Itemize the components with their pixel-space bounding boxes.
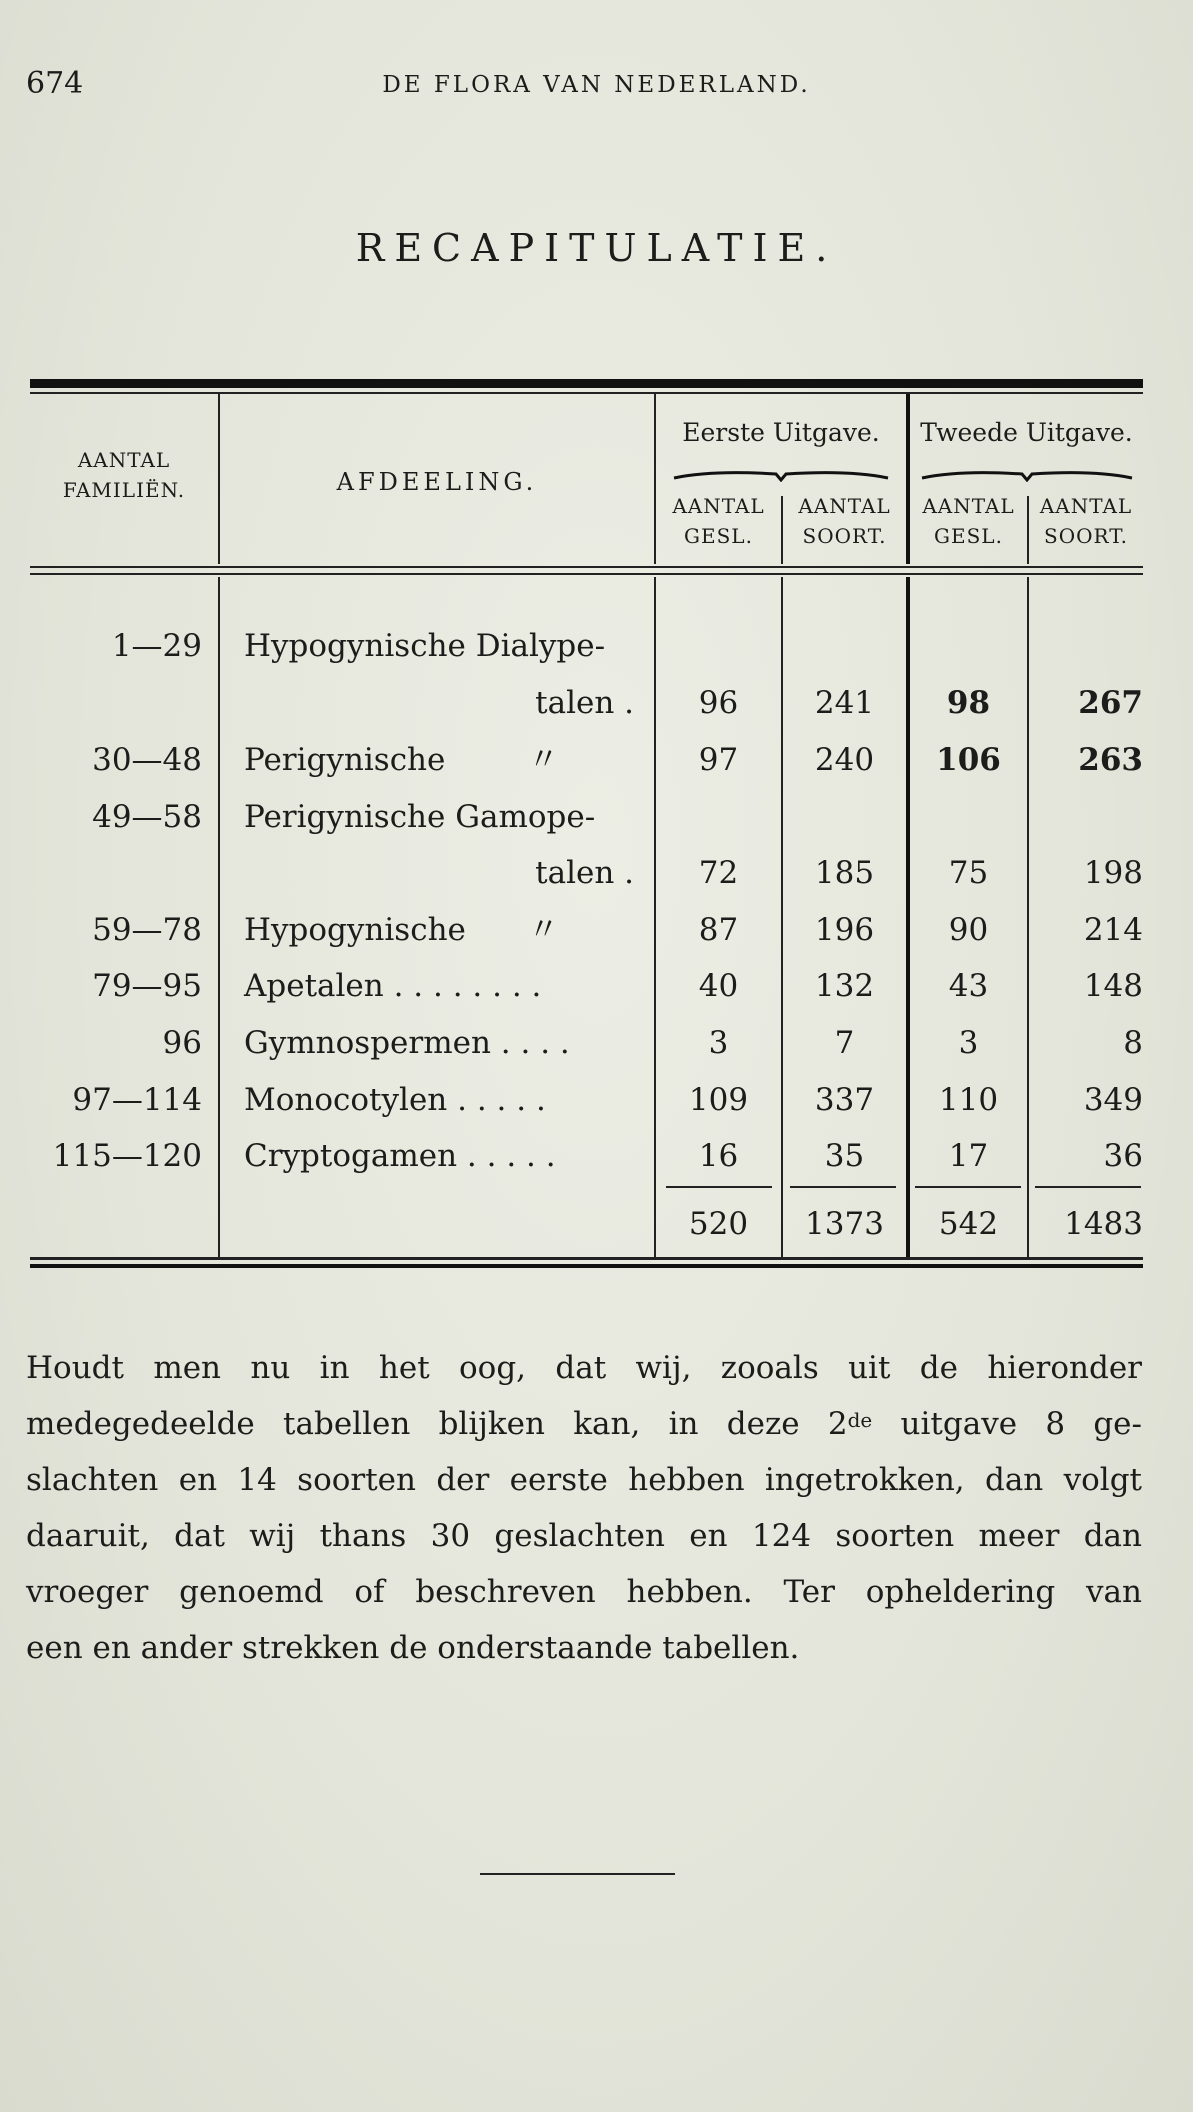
- header-tweede-uitgave: Tweede Uitgave.: [920, 418, 1133, 447]
- row-afdeeling: Gymnospermen . . . .: [244, 1025, 570, 1061]
- paragraph-line: slachten en 14 soorten der eerste hebben ingetrokken, dan volgt: [26, 1462, 1142, 1498]
- header-tweede-gesl-line1: AANTAL: [922, 494, 1015, 518]
- brace-tweede: [920, 468, 1134, 482]
- sum-rule: [1035, 1186, 1141, 1188]
- header-tweede-gesl-line2: GESL.: [934, 524, 1003, 548]
- column-divider: [218, 577, 220, 1257]
- row-eerste-gesl: 96: [698, 685, 739, 721]
- row-familien: 59—78: [92, 912, 202, 948]
- body-paragraph: [26, 1340, 1142, 1676]
- row-tweede-soort: 214: [1083, 912, 1143, 948]
- header-afdeeling: AFDEELING.: [336, 468, 538, 496]
- header-eerste-uitgave: Eerste Uitgave.: [682, 418, 880, 447]
- row-tweede-soort: 349: [1083, 1082, 1143, 1118]
- paragraph-line-part: uitgave 8 ge-: [872, 1406, 1142, 1442]
- row-tweede-gesl: 43: [948, 968, 989, 1004]
- row-eerste-soort: 196: [814, 912, 875, 948]
- running-header: [26, 66, 1167, 106]
- header-separator-second: [30, 573, 1143, 575]
- row-familien: 30—48: [92, 742, 202, 778]
- row-eerste-soort: 132: [814, 968, 875, 1004]
- row-eerste-gesl: 40: [698, 968, 739, 1004]
- section-title: RECAPITULATIE.: [355, 226, 838, 270]
- total-eerste-soort: 1373: [805, 1206, 884, 1242]
- table-bottom-rule-second: [30, 1264, 1143, 1268]
- row-tweede-gesl: 17: [948, 1138, 989, 1174]
- row-familien: 49—58: [92, 799, 202, 835]
- row-familien: 79—95: [92, 968, 202, 1004]
- paragraph-line: Houdt men nu in het oog, dat wij, zooals uit de hieronder: [26, 1350, 1142, 1386]
- row-afdeeling-continued: talen .: [535, 855, 634, 891]
- row-afdeeling: Perigynische Gamope-: [244, 799, 596, 835]
- row-eerste-gesl: 109: [688, 1082, 749, 1118]
- row-eerste-soort: 7: [834, 1025, 855, 1061]
- row-familien: 96: [162, 1025, 202, 1061]
- header-tweede-soort: [1029, 491, 1143, 551]
- row-tweede-soort: 36: [1103, 1138, 1143, 1174]
- row-tweede-gesl: 98: [946, 685, 991, 721]
- row-eerste-soort: 241: [814, 685, 875, 721]
- header-eerste-soort-line2: SOORT.: [802, 524, 887, 548]
- row-tweede-gesl: 106: [936, 742, 1001, 778]
- ditto-mark: 〃: [528, 912, 559, 948]
- table-top-rule: [30, 379, 1143, 388]
- row-tweede-soort: 148: [1083, 968, 1143, 1004]
- row-tweede-gesl: 75: [948, 855, 989, 891]
- row-familien: 1—29: [111, 628, 202, 664]
- header-tweede-soort-line1: AANTAL: [1039, 494, 1133, 518]
- header-eerste-gesl-line1: AANTAL: [672, 494, 765, 518]
- row-familien: 115—120: [52, 1138, 202, 1174]
- header-eerste-soort: [783, 491, 906, 551]
- paragraph-line: vroeger genoemd of beschreven hebben. Ter opheldering van: [26, 1574, 1142, 1610]
- row-eerste-soort: 337: [814, 1082, 875, 1118]
- paragraph-line-part: medegedeelde tabellen blijken kan, in deze 2: [26, 1406, 848, 1442]
- footer-rule: [480, 1873, 675, 1875]
- row-tweede-soort: 8: [1123, 1025, 1143, 1061]
- row-afdeeling: Hypogynische Dialype-: [244, 628, 606, 664]
- row-eerste-gesl: 3: [708, 1025, 729, 1061]
- total-tweede-gesl: 542: [938, 1206, 999, 1242]
- row-eerste-gesl: 16: [698, 1138, 739, 1174]
- paragraph-line: daaruit, dat wij thans 30 geslachten en 124 soorten meer dan: [26, 1518, 1142, 1554]
- row-eerste-soort: 185: [814, 855, 875, 891]
- row-afdeeling: Hypogynische: [244, 912, 466, 948]
- header-tweede-gesl: [910, 491, 1027, 551]
- header-familien: [30, 445, 218, 505]
- header-eerste-gesl: [656, 491, 781, 551]
- paragraph-line: [26, 1396, 1142, 1452]
- brace-eerste: [672, 468, 890, 482]
- row-eerste-gesl: 87: [698, 912, 739, 948]
- row-tweede-gesl: 3: [958, 1025, 979, 1061]
- row-eerste-soort: 35: [824, 1138, 865, 1174]
- row-familien: 97—114: [72, 1082, 202, 1118]
- table-top-rule-thin: [30, 392, 1143, 394]
- header-separator: [30, 566, 1143, 568]
- row-afdeeling-continued: talen .: [535, 685, 634, 721]
- header-tweede-soort-line2: SOORT.: [1044, 524, 1128, 548]
- superscript: de: [847, 1408, 873, 1432]
- header-eerste-soort-line1: AANTAL: [798, 494, 891, 518]
- row-eerste-gesl: 72: [698, 855, 739, 891]
- header-eerste-gesl-line2: GESL.: [684, 524, 753, 548]
- row-tweede-soort: 198: [1083, 855, 1143, 891]
- row-eerste-soort: 240: [814, 742, 875, 778]
- running-title: DE FLORA VAN NEDERLAND.: [382, 72, 811, 98]
- row-tweede-soort: 267: [1078, 685, 1143, 721]
- total-eerste-gesl: 520: [688, 1206, 749, 1242]
- row-eerste-gesl: 97: [698, 742, 739, 778]
- header-familien-line1: AANTAL: [77, 448, 171, 472]
- sum-rule: [666, 1186, 772, 1188]
- row-tweede-soort: 263: [1078, 742, 1143, 778]
- sum-rule: [790, 1186, 896, 1188]
- row-tweede-gesl: 90: [948, 912, 989, 948]
- total-tweede-soort: 1483: [1064, 1206, 1143, 1242]
- row-tweede-gesl: 110: [938, 1082, 999, 1118]
- header-familien-line2: FAMILIËN.: [62, 478, 186, 502]
- row-afdeeling: Monocotylen . . . . .: [244, 1082, 546, 1118]
- paragraph-line: een en ander strekken de onderstaande tabellen.: [26, 1630, 800, 1666]
- page-number: 674: [26, 66, 84, 101]
- sum-rule: [915, 1186, 1021, 1188]
- table-bottom-rule: [30, 1257, 1143, 1260]
- row-afdeeling: Apetalen . . . . . . . .: [244, 968, 542, 1004]
- row-afdeeling: Cryptogamen . . . . .: [244, 1138, 556, 1174]
- ditto-mark: 〃: [528, 742, 559, 778]
- row-afdeeling: Perigynische: [244, 742, 446, 778]
